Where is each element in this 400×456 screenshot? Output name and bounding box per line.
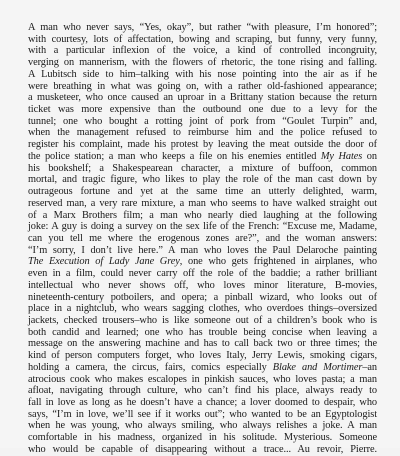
text-line: when he was young, who always smiling, who always relishes a joke. A man — [28, 420, 377, 432]
text-line: outrageous fortune and yet at the same time an utterly delighted, warm, — [28, 186, 377, 198]
text-line: when the management refused to reimburse him and the police refused to — [28, 127, 377, 139]
text-line: were breathing in what was going on, with a rather old-fashioned appearance; — [28, 80, 377, 92]
text-line: “I’m sorry, I don’t live here.” A man who loves the Paul Delaroche painting — [28, 244, 377, 256]
italic-title: My Hates — [320, 150, 363, 162]
text-line: both candid and learned; one who has trouble being concise when leaving a — [28, 326, 377, 338]
italic-title: Blake and Mortimer — [272, 361, 363, 373]
text-line: mortal, and tragic figure, who likes to play the role of the man cast down by — [28, 174, 377, 186]
text-line: with courtesy, lots of affectation, bowing and scraping, but funny, very funny, — [28, 33, 377, 45]
text-line: The Execution of Lady Jane Grey, one who gets frightened in airplanes, who — [28, 256, 377, 268]
text-line: with a particular inflexion of the voice, a kind of controlled incongruity, — [28, 45, 377, 57]
text-line: who would be capable of disappearing without a trace... Au revoir, Pierre. — [28, 443, 377, 455]
text-line: fall in love as long as he doesn’t have a chance; a lover doomed to despair, who — [28, 397, 377, 408]
text-line: A Lubitsch side to him–talking with his nose pointing into the air as if he — [28, 68, 377, 80]
text-line: afloat, navigating through culture, who can’t find his place, always ready to — [28, 385, 377, 397]
text-line: jackets, checked trousers–who is like someone out of a children’s book who is — [28, 314, 377, 326]
text-line: message on the answering machine and has to call back two or three times; the — [28, 338, 377, 350]
text-line: of a Marx Brothers film; a man who nearly died laughing at the following — [28, 209, 377, 221]
text-line: intellectual who never shows off, who loves minor literature, B-movies, — [28, 279, 377, 291]
text-line: verging on mannerism, with the flowers of rhetoric, the tone rising and falling. — [28, 57, 377, 69]
text-line: tunnel; one who bought a rotting joint of pork from “Goulet Turpin” and, — [28, 115, 377, 127]
text-line: holding a camera, the circus, fairs, comics especially Blake and Mortimer–an — [28, 361, 378, 373]
text-line: says, “I’m in love, we’ll see if it works out”; who wanted to be an Egyptologist — [28, 408, 377, 420]
text-line: place in a nightclub, who wears sagging clothes, who overdoes things–oversized — [28, 303, 377, 315]
italic-title: The Execution of Lady Jane Grey — [28, 256, 180, 268]
text-line: joke: A guy is doing a survey on the sex life of the French: “Excuse me, Madame, — [28, 221, 377, 233]
text-line: a musketeer, who once caused an uproar in a Brittany station because the return — [28, 92, 377, 104]
text-line: ticket was more expensive than the outbound one due to a levy for the — [28, 104, 377, 116]
text-line: can you tell me where the erogenous zones are?”, and the woman answers: — [28, 232, 377, 244]
text-line: the police station; a man who keeps a file on his enemies entitled My Hates on — [28, 150, 377, 162]
text-line: his bookshelf; a Shakespearean character, a mixture of buffoon, common — [28, 162, 377, 174]
text-line: reserved man, a very rare mixture, a man who seems to have walked straight out — [28, 197, 377, 209]
text-line: nineteenth-century potboilers, and opera; a pinball wizard, who looks out of — [28, 291, 377, 303]
text-line: atrocious cook who makes escalopes in pinkish sauces, who loves pasta; a man — [28, 373, 377, 385]
text-line: kind of person computers forget, who loves Italy, Jerry Lewis, smoking cigars, — [28, 350, 377, 362]
text-line: A man who never says, “Yes, okay”, but rather “with pleasure, I’m honored”; — [28, 22, 377, 33]
text-line: register his complaint, made his protest by leaving the meat outside the door of — [28, 139, 377, 151]
text-line: comfortable in his madness, organized in his solitude. Mysterious. Someone — [28, 432, 377, 444]
text-line: even in a film, could never carry off the role of the baddie; a rather brilliant — [28, 268, 377, 280]
body-text — [28, 22, 377, 456]
